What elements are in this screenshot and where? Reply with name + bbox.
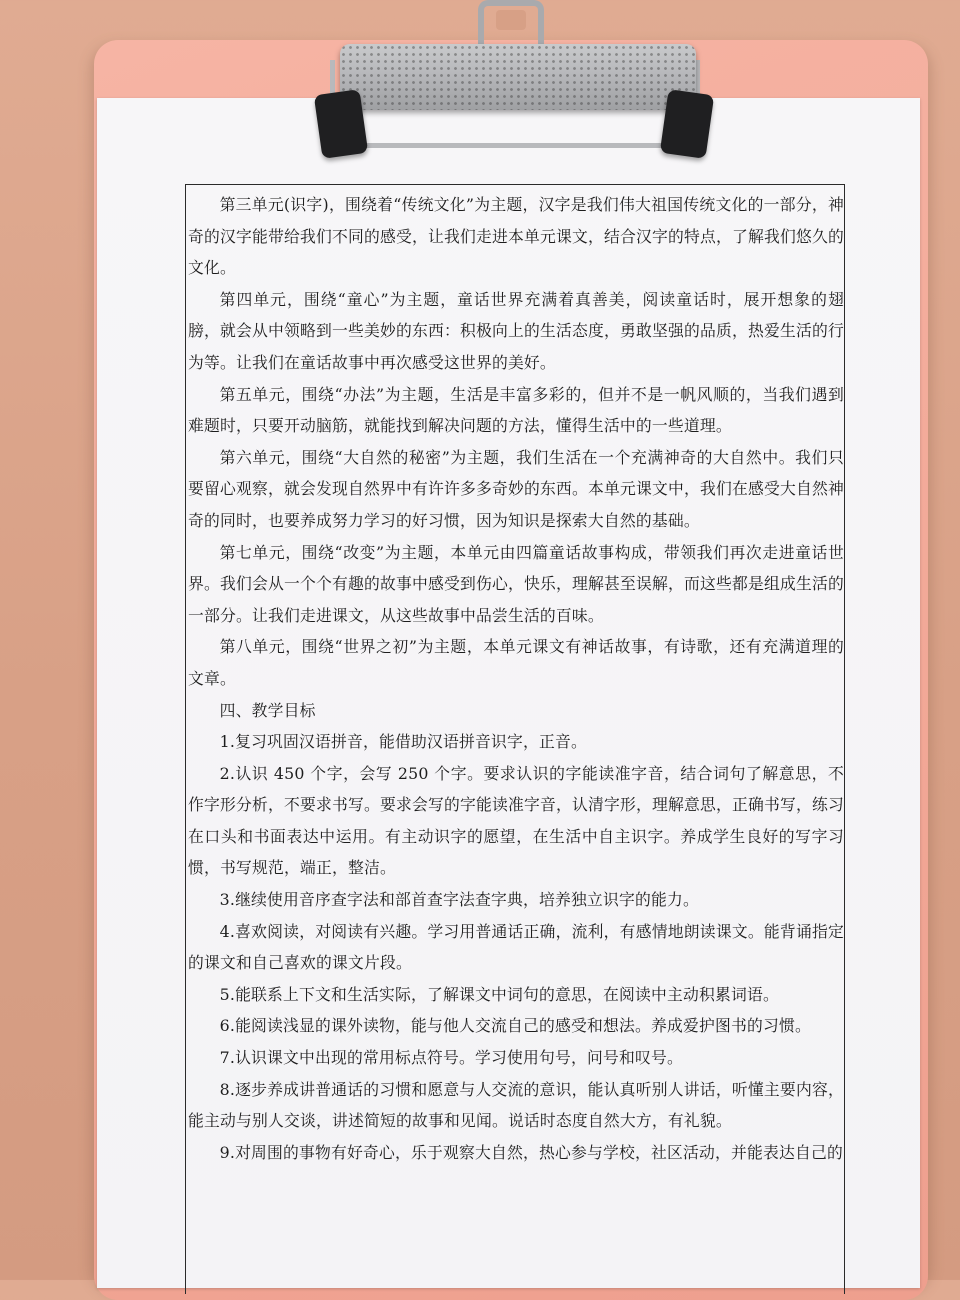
clip-ring-hole xyxy=(496,10,526,30)
paragraph-unit-6: 第六单元，围绕“大自然的秘密”为主题，我们生活在一个充满神奇的大自然中。我们只要留心观察，就会发现自然界中有许许多多奇妙的东西。本单元课文中，我们在感受大自然神奇的同时，也要养成努力学习的好习惯，因为知识是探索大自然的基础。 xyxy=(188,447,844,530)
goal-item-2: 2.认识 450 个字，会写 250 个字。要求认识的字能读准字音，结合词句了解意思，不作字形分析，不要求书写。要求会写的字能读准字音，认清字形，理解意思，正确书写，练习在口头和书面表达中运用。有主动识字的愿望，在生活中自主识字。养成学生良好的写字习惯，书写规范，端正，整洁。 xyxy=(188,763,844,878)
goal-item-7: 7.认识课文中出现的常用标点符号。学习使用句号，问号和叹号。 xyxy=(219,1048,683,1068)
paragraph-unit-4: 第四单元，围绕“童心”为主题，童话世界充满着真善美，阅读童话时，展开想象的翅膀，就会从中领略到一些美妙的东西：积极向上的生活态度，勇敢坚强的品质，热爱生活的行为等。让我们在童话故事中再次感受这世界的美好。 xyxy=(188,289,844,372)
paragraph-unit-3: 第三单元(识字)，围绕着“传统文化”为主题，汉字是我们伟大祖国传统文化的一部分，神奇的汉字能带给我们不同的感受，让我们走进本单元课文，结合汉字的特点，了解我们悠久的文化。 xyxy=(188,195,844,278)
goal-item-8: 8.逐步养成讲普通话的习惯和愿意与人交流的意识，能认真听别人讲话，听懂主要内容，能主动与别人交谈，讲述简短的故事和见闻。说话时态度自然大方，有礼貌。 xyxy=(188,1079,844,1131)
goal-item-5: 5.能联系上下文和生活实际，了解课文中词句的意思，在阅读中主动积累词语。 xyxy=(219,984,779,1004)
goal-item-6: 6.能阅读浅显的课外读物，能与他人交流自己的感受和想法。养成爱护图书的习惯。 xyxy=(219,1016,811,1036)
goal-item-1: 1.复习巩固汉语拼音，能借助汉语拼音识字，正音。 xyxy=(219,732,587,752)
goal-item-3: 3.继续使用音序查字法和部首查字法查字典，培养独立识字的能力。 xyxy=(219,890,699,910)
text-frame xyxy=(185,184,845,1294)
paragraph-unit-8: 第八单元，围绕“世界之初”为主题，本单元课文有神话故事，有诗歌，还有充满道理的文章。 xyxy=(188,637,844,688)
paragraph-unit-5: 第五单元，围绕“办法”为主题，生活是丰富多彩的，但并不是一帆风顺的，当我们遇到难题时，只要开动脑筋，就能找到解决问题的方法，懂得生活中的一些道理。 xyxy=(188,384,844,436)
paragraph-unit-7: 第七单元，围绕“改变”为主题，本单元由四篇童话故事构成，带领我们再次走进童话世界。我们会从一个个有趣的故事中感受到伤心，快乐，理解甚至误解，而这些都是组成生活的一部分。让我们走进课文，从这些故事中品尝生活的百味。 xyxy=(188,542,844,625)
paper-sheet xyxy=(97,98,920,1288)
clip-foot-left xyxy=(314,89,368,159)
section-heading-teaching-goals: 四、教学目标 xyxy=(219,700,316,720)
goal-item-4: 4.喜欢阅读，对阅读有兴趣。学习用普通话正确，流利，有感情地朗读课文。能背诵指定的课文和自己喜欢的课文片段。 xyxy=(188,921,844,973)
clip-foot-right xyxy=(660,89,714,159)
document-content xyxy=(186,189,846,1168)
clip-bar xyxy=(340,44,696,110)
goal-item-9: 9.对周围的事物有好奇心，乐于观察大自然，热心参与学校，社区活动，并能表达自己的 xyxy=(219,1142,843,1162)
